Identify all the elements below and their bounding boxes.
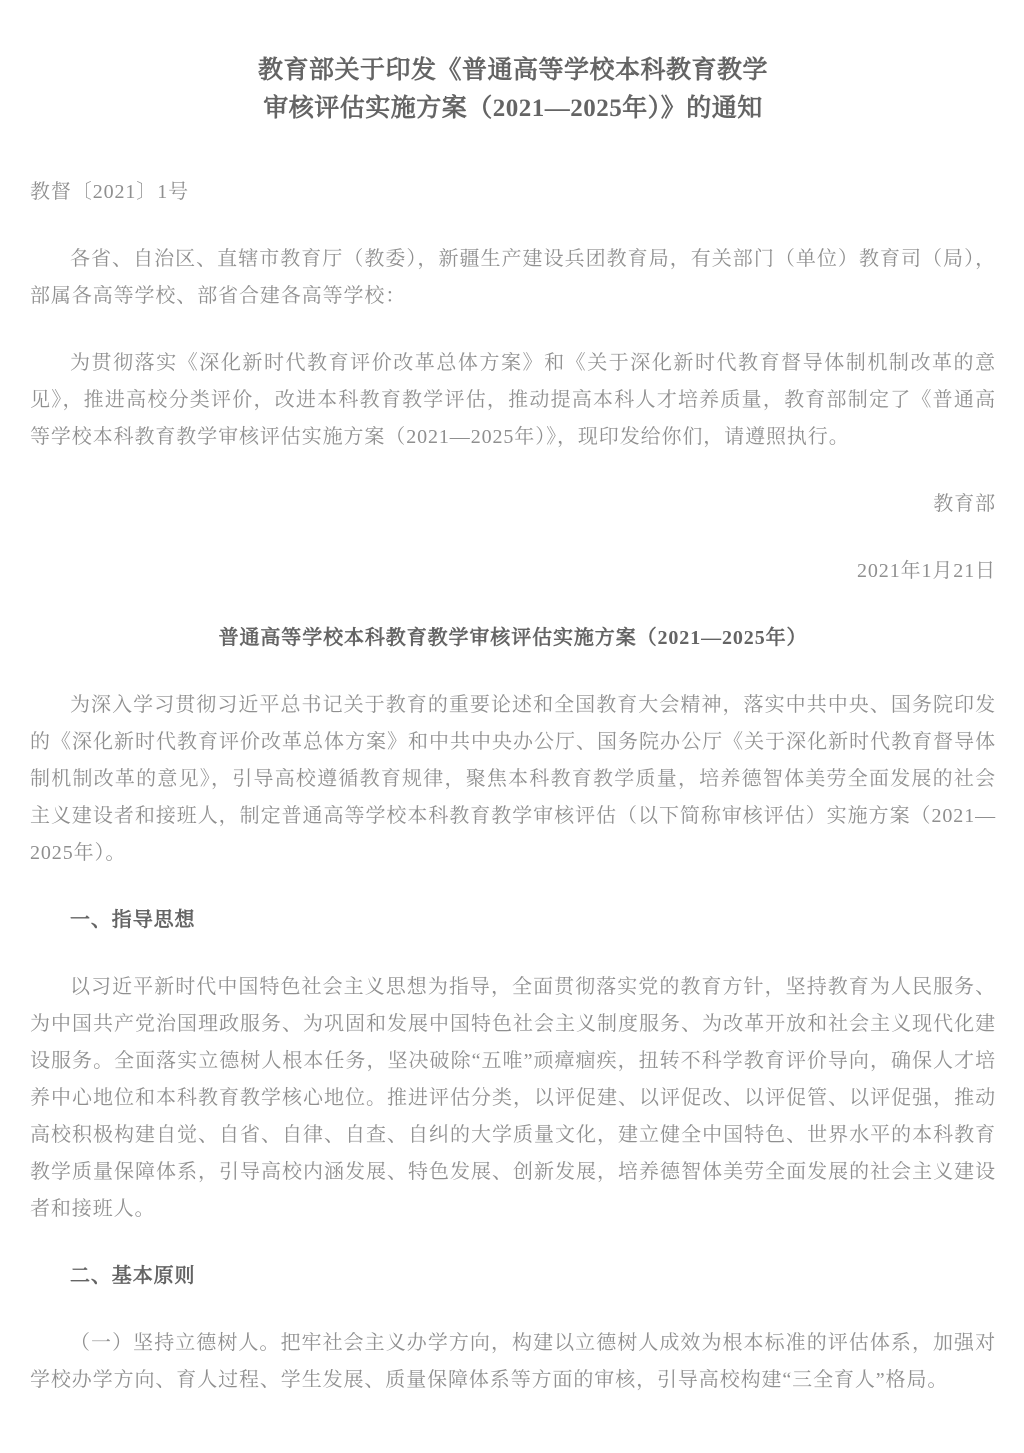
section-2-heading: 二、基本原则 xyxy=(70,1265,196,1287)
section-1-paragraph: 以习近平新时代中国特色社会主义思想为指导，全面贯彻落实党的教育方针，坚持教育为人民服务、为中国共产党治国理政服务、为巩固和发展中国特色社会主义制度服务、为改革开放和社会主义现代化建设服务。全面落实立德树人根本任务，坚决破除“五唯”顽瘴痼疾，扭转不科学教育评价导向，确保人才培养中心地位和本科教育教学核心地位。推进评估分类，以评促建、以评促改、以评促管、以评促强，推动高校积极构建自觉、自省、自律、自查、自纠的大学质量文化，建立健全中国特色、世界水平的本科教育教学质量保障体系，引导高校内涵发展、特色发展、创新发展，培养德智体美劳全面发展的社会主义建设者和接班人。 xyxy=(30,976,996,1220)
issue-date: 2021年1月21日 xyxy=(857,560,996,582)
notice-body-paragraph: 为贯彻落实《深化新时代教育评价改革总体方案》和《关于深化新时代教育督导体制机制改革的意见》，推进高校分类评价，改进本科教育教学评估，推动提高本科人才培养质量，教育部制定了《普通高等学校本科教育教学审核评估实施方案（2021—2025年）》，现印发给你们，请遵照执行。 xyxy=(30,352,996,448)
plan-title: 普通高等学校本科教育教学审核评估实施方案（2021—2025年） xyxy=(218,627,808,649)
section-2-paragraph: （一）坚持立德树人。把牢社会主义办学方向，构建以立德树人成效为根本标准的评估体系，加强对学校办学方向、育人过程、学生发展、质量保障体系等方面的审核，引导高校构建“三全育人”格局。 xyxy=(30,1332,996,1391)
section-1-heading: 一、指导思想 xyxy=(70,909,196,931)
page-title-line-1: 教育部关于印发《普通高等学校本科教育教学 xyxy=(257,57,768,84)
page-title xyxy=(30,52,996,128)
issuer-name: 教育部 xyxy=(933,493,996,515)
salutation-paragraph: 各省、自治区、直辖市教育厅（教委），新疆生产建设兵团教育局，有关部门（单位）教育司（局），部属各高等学校、部省合建各高等学校： xyxy=(30,248,996,307)
intro-paragraph: 为深入学习贯彻习近平总书记关于教育的重要论述和全国教育大会精神，落实中共中央、国务院印发的《深化新时代教育评价改革总体方案》和中共中央办公厅、国务院办公厅《关于深化新时代教育督导体制机制改革的意见》，引导高校遵循教育规律，聚焦本科教育教学质量，培养德智体美劳全面发展的社会主义建设者和接班人，制定普通高等学校本科教育教学审核评估（以下简称审核评估）实施方案（2021—2025年）。 xyxy=(30,694,996,864)
page-title-line-2: 审核评估实施方案（2021—2025年）》的通知 xyxy=(263,95,763,122)
document-number: 教督〔2021〕1号 xyxy=(30,181,189,203)
